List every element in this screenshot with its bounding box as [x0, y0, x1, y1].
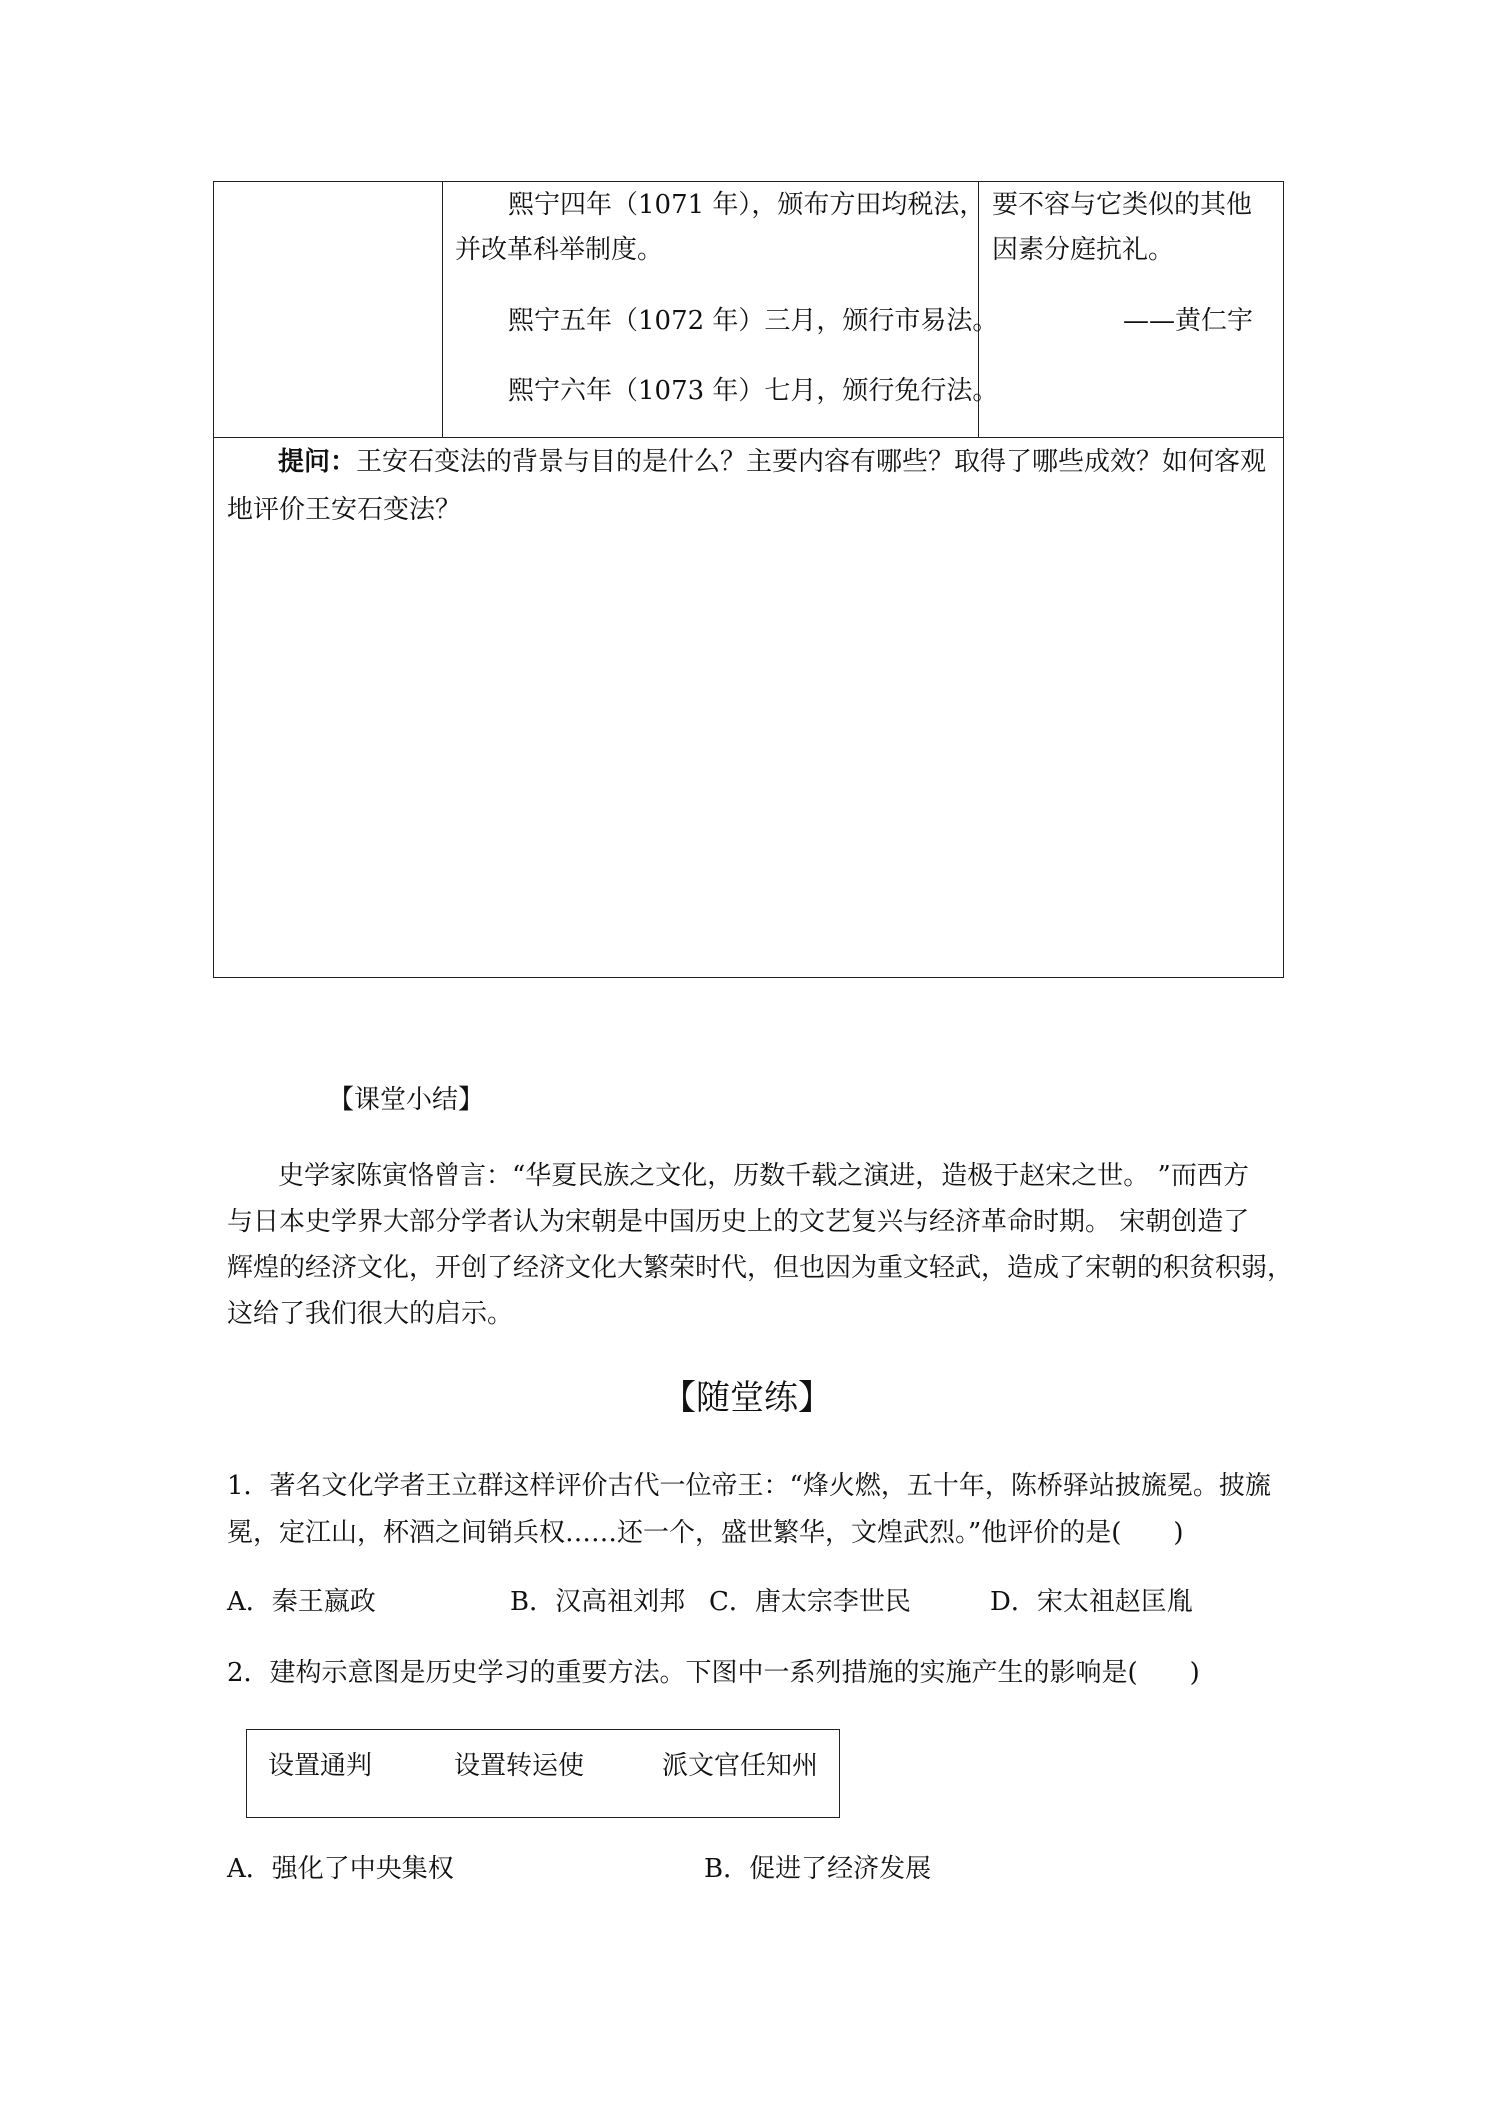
summary-heading: 【课堂小结】 — [328, 1085, 485, 1115]
summary-line-4: 这给了我们很大的启示。 — [227, 1299, 514, 1329]
q1-line-1: 1．著名文化学者王立群这样评价古代一位帝王：“烽火燃，五十年，陈桥驿站披旒冕。披旒 — [227, 1471, 1271, 1501]
q1-line-2: 冕，定江山，杯酒之间销兵权……还一个，盛世繁华，文煌武烈。”他评价的是( ) — [227, 1518, 1184, 1548]
summary-line-3: 辉煌的经济文化，开创了经济文化大繁荣时代，但也因为重文轻武，造成了宋朝的积贫积弱， — [227, 1253, 1294, 1283]
question-text-1: 王安石变法的背景与目的是什么？主要内容有哪些？取得了哪些成效？如何客观 — [356, 447, 1267, 477]
q1-option-a[interactable]: A．秦王嬴政 — [227, 1587, 376, 1617]
table-middle-line-1: 熙宁四年（1071 年），颁布方田均税法， — [508, 190, 986, 220]
table-middle-line-3: 熙宁五年（1072 年）三月，颁行市易法。 — [508, 306, 999, 336]
diagram-item-2: 设置转运使 — [454, 1751, 585, 1781]
table-question-line-1 — [278, 436, 1266, 488]
q1-option-b[interactable]: B．汉高祖刘邦 — [510, 1587, 686, 1617]
question-label: 提问： — [278, 447, 357, 477]
q2-line-1: 2．建构示意图是历史学习的重要方法。下图中一系列措施的实施产生的影响是( ) — [227, 1658, 1200, 1688]
q2-option-a[interactable]: A．强化了中央集权 — [227, 1854, 454, 1884]
table-right-line-2: 因素分庭抗礼。 — [992, 235, 1175, 265]
diagram-item-1: 设置通判 — [268, 1751, 373, 1781]
q2-option-b[interactable]: B．促进了经济发展 — [704, 1854, 932, 1884]
table-right-line-1: 要不容与它类似的其他 — [992, 190, 1253, 220]
practice-heading: 【随堂练】 — [662, 1378, 832, 1418]
summary-line-2: 与日本史学界大部分学者认为宋朝是中国历史上的文艺复兴与经济革命时期。 宋朝创造了 — [227, 1207, 1250, 1237]
table-question-line-2: 地评价王安石变法？ — [227, 495, 462, 525]
q1-option-d[interactable]: D．宋太祖赵匡胤 — [990, 1587, 1193, 1617]
diagram-item-3: 派文官任知州 — [662, 1751, 819, 1781]
table-right-attribution: ——黄仁宇 — [1123, 306, 1254, 336]
table-middle-line-2: 并改革科举制度。 — [455, 235, 664, 265]
q1-option-c[interactable]: C．唐太宗李世民 — [709, 1587, 911, 1617]
summary-line-1: 史学家陈寅恪曾言：“华夏民族之文化，历数千载之演进，造极于赵宋之世。 ”而西方 — [278, 1161, 1249, 1191]
table-middle-line-4: 熙宁六年（1073 年）七月，颁行免行法。 — [508, 376, 999, 406]
table-divider-left — [442, 182, 443, 437]
